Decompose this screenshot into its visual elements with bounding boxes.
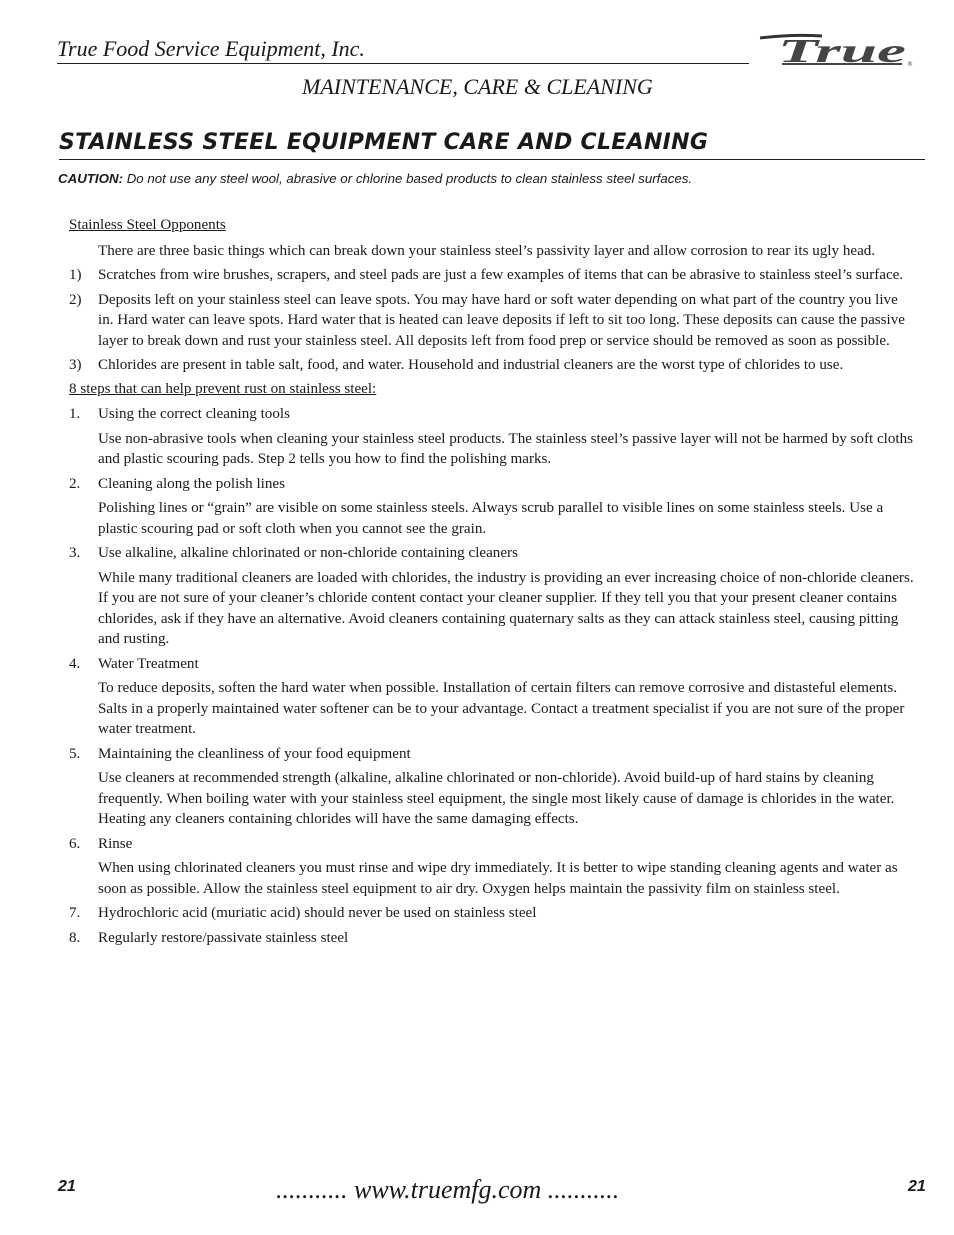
item-text: Deposits left on your stainless steel can leave spots. You may have hard or soft water depending on what part of the country you live in. Hard water can leave spots. Hard water that is heated can leave deposits if left to sit too long. These deposits can cause the passive layer to break down and rust your stainless steel. All deposits left from food prep or service should be removed as soon as possible. <box>98 291 905 349</box>
step-item <box>69 404 914 425</box>
step-item <box>69 834 914 855</box>
document-body <box>69 215 914 952</box>
caution-label: CAUTION: <box>58 171 123 186</box>
step-title: Cleaning along the polish lines <box>98 475 285 492</box>
step-number: 2. <box>69 475 81 492</box>
steps-title: 8 steps that can help prevent rust on stainless steel: <box>69 380 377 397</box>
step-text: Use non-abrasive tools when cleaning your stainless steel products. The stainless steel’s passive layer will not be harmed by soft cloths and plastic scouring pads. Step 2 tells you how to find the polishing marks. <box>98 430 914 467</box>
list-item <box>69 290 914 352</box>
list-item <box>69 355 914 376</box>
company-name: True Food Service Equipment, Inc. <box>57 36 749 64</box>
step-title: Regularly restore/passivate stainless steel <box>98 929 349 946</box>
footer-url: ........... www.truemfg.com ........... <box>276 1175 620 1204</box>
step-item <box>69 744 914 765</box>
page-heading: STAINLESS STEEL EQUIPMENT CARE AND CLEANING <box>59 128 925 160</box>
item-number: 1) <box>69 267 82 283</box>
opponents-intro: There are three basic things which can break down your stainless steel’s passivity layer and allow corrosion to rear its ugly head. <box>98 242 876 259</box>
step-title: Using the correct cleaning tools <box>98 406 290 422</box>
item-text: Scratches from wire brushes, scrapers, and steel pads are just a few examples of items that can be abrasive to stainless steel’s surface. <box>98 267 904 283</box>
step-number: 4. <box>69 655 81 672</box>
list-item <box>69 265 914 286</box>
opponents-title: Stainless Steel Opponents <box>69 217 226 233</box>
step-item <box>69 543 914 564</box>
step-title: Hydrochloric acid (muriatic acid) should never be used on stainless steel <box>98 905 537 921</box>
step-title: Use alkaline, alkaline chlorinated or non-chloride containing cleaners <box>98 545 518 561</box>
step-number: 7. <box>69 905 81 921</box>
step-item <box>69 474 914 495</box>
step-item <box>69 903 914 924</box>
step-title: Maintaining the cleanliness of your food equipment <box>98 745 411 762</box>
item-text: Chlorides are present in table salt, food, and water. Household and industrial cleaners are the worst type of chlorides to use. <box>98 357 844 373</box>
step-number: 5. <box>69 745 81 762</box>
true-logo <box>752 30 920 70</box>
page-number-left: 21 <box>58 1178 76 1195</box>
caution-note <box>58 170 918 188</box>
step-number: 3. <box>69 545 81 561</box>
svg-text:®: ® <box>907 61 913 68</box>
step-item <box>69 654 914 675</box>
step-text: When using chlorinated cleaners you must rinse and wipe dry immediately. It is better to wipe standing cleaning agents and water as soon as possible. Allow the stainless steel equipment to air dry. Oxygen helps maintain the passivity film on stainless steel. <box>98 860 898 897</box>
step-text: Polishing lines or “grain” are visible on some stainless steels. Always scrub parallel to visible lines on some stainless steels. Use a plastic scouring pad or soft cloth when you cannot see the grain. <box>98 500 884 537</box>
section-title: MAINTENANCE, CARE & CLEANING <box>302 74 653 99</box>
step-text: While many traditional cleaners are loaded with chlorides, the industry is providing an ever increasing choice of non-chloride cleaners. If you are not sure of your cleaner’s chloride content contact your cleaner supplier. If they tell you that your present cleaner contains chlorides, ask if they have an alternative. Avoid cleaners containing quaternary salts as they can attack stainless steel, causing pitting and rusting. <box>98 569 914 647</box>
caution-text: Do not use any steel wool, abrasive or chlorine based products to clean stainless steel surfaces. <box>126 171 693 186</box>
page-number-right: 21 <box>908 1178 926 1195</box>
step-title: Water Treatment <box>98 655 199 672</box>
step-number: 6. <box>69 835 81 852</box>
step-number: 8. <box>69 929 81 946</box>
step-item <box>69 928 914 949</box>
step-text: Use cleaners at recommended strength (alkaline, alkaline chlorinated or non-chloride). Avoid build-up of hard stains by cleaning frequently. When boiling water with your stainless steel equipment, the single most likely cause of damage is chlorides in the water. Heating any cleaners containing chlorides will have the same damaging effects. <box>98 770 895 827</box>
step-title: Rinse <box>98 835 133 852</box>
svg-text:True: True <box>778 33 906 70</box>
item-number: 3) <box>69 357 82 373</box>
step-number: 1. <box>69 406 81 422</box>
step-text: To reduce deposits, soften the hard water when possible. Installation of certain filters can remove corrosive and distasteful elements. Salts in a properly maintained water softener can be to your advantage. Contact a treatment specialist if you are not sure of the proper water treatment. <box>98 680 905 737</box>
item-number: 2) <box>69 291 82 308</box>
